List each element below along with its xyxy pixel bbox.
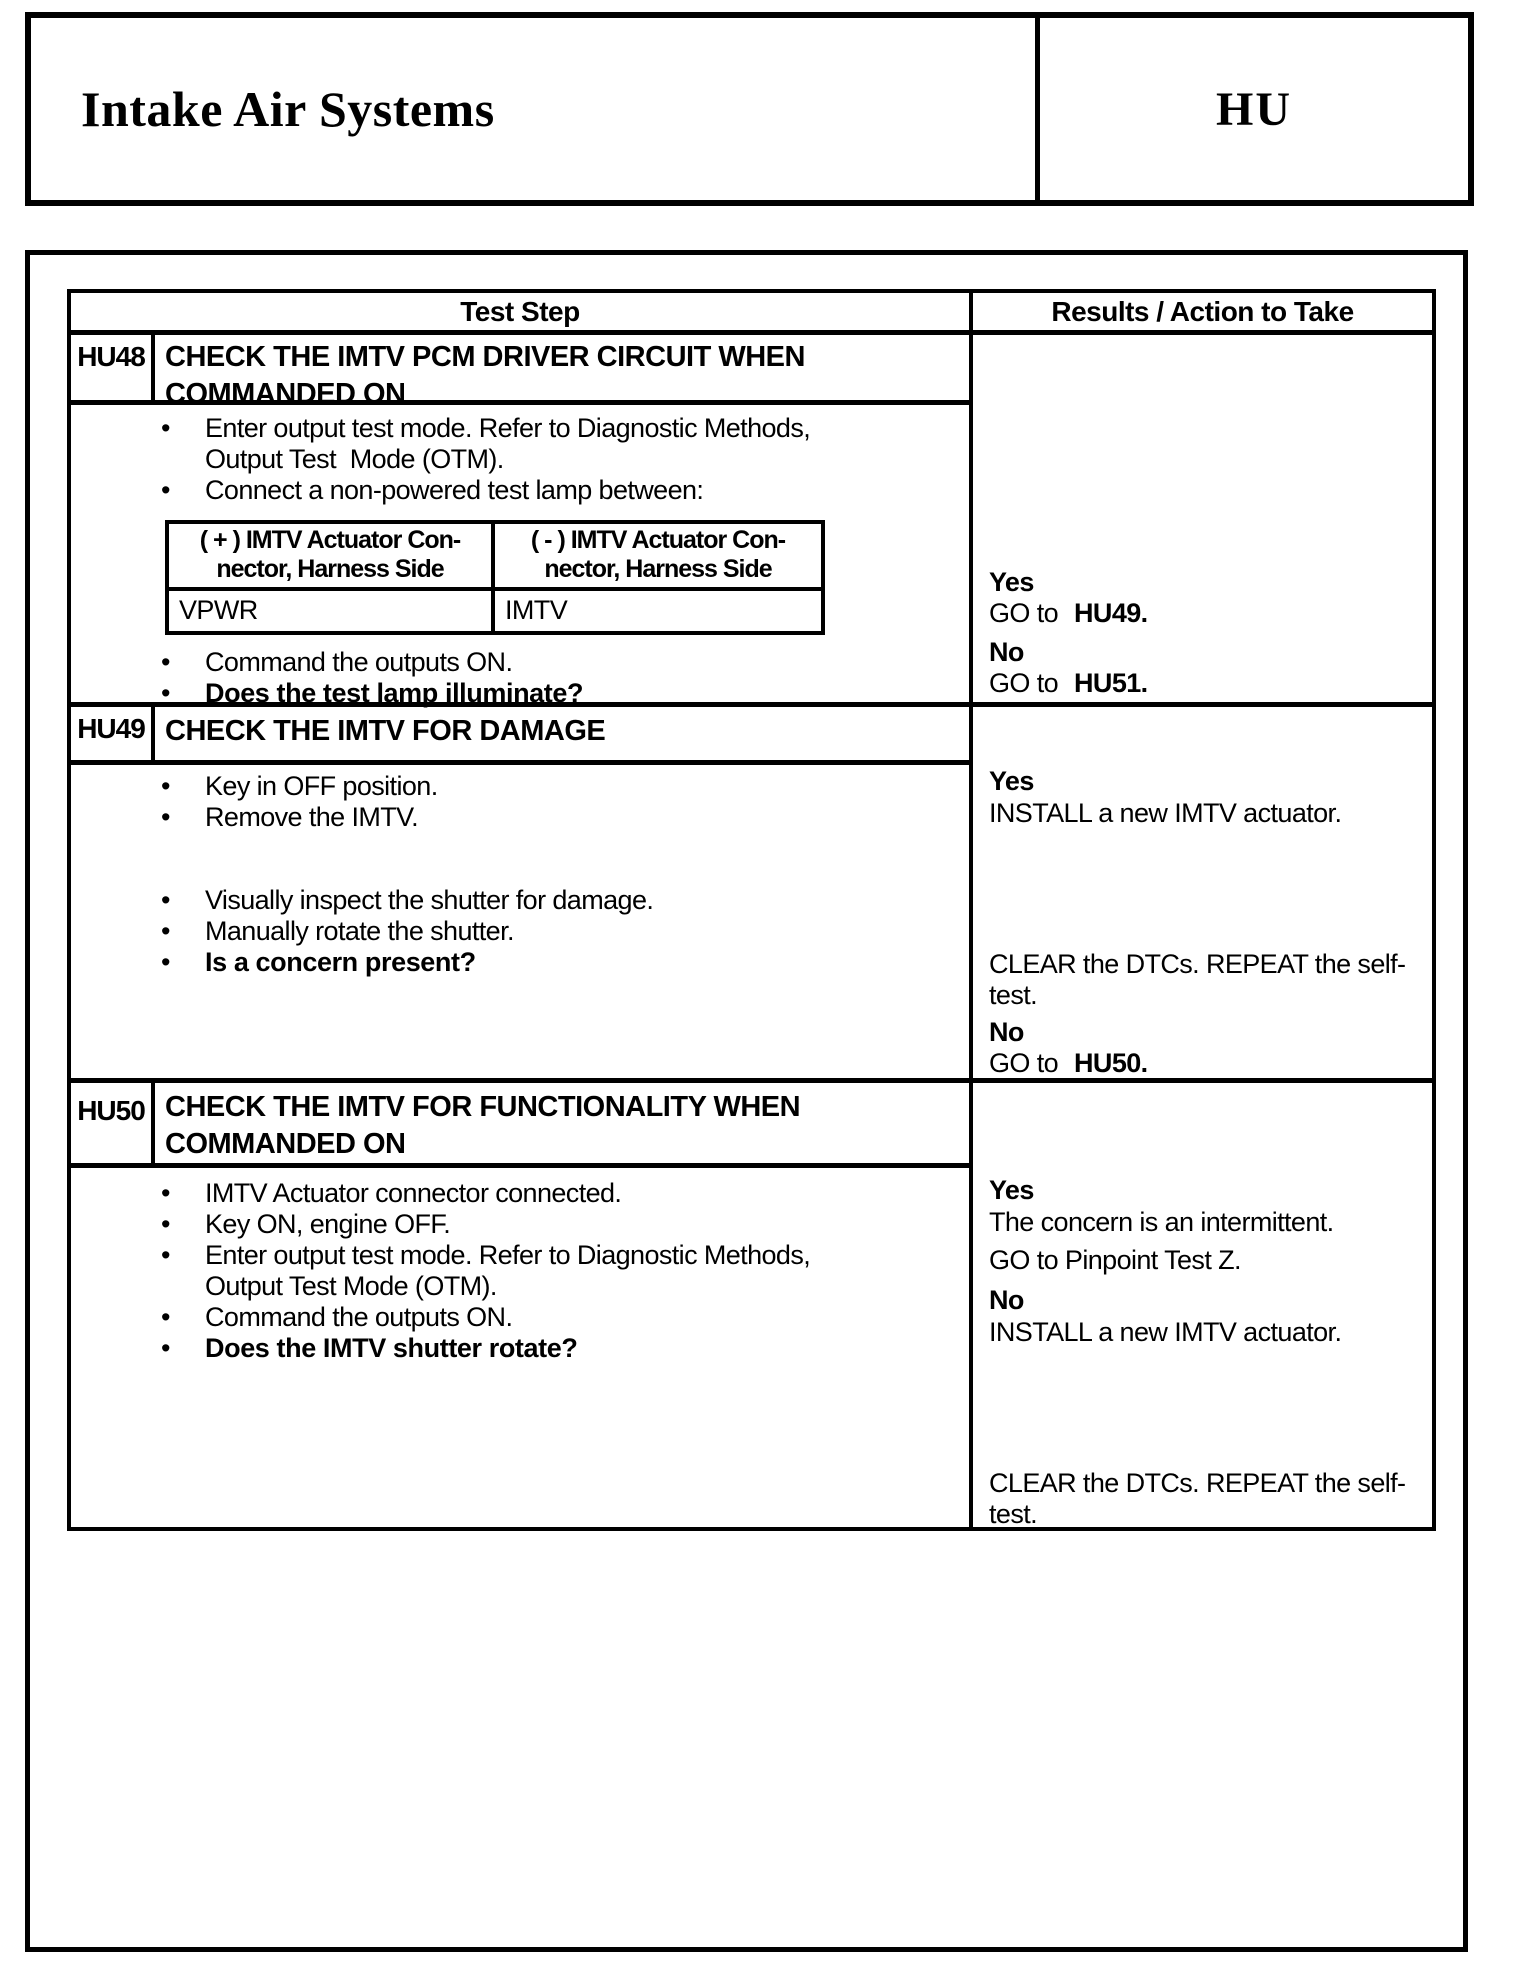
connector-col2-value: IMTV [505, 595, 568, 625]
hu49-step-title: CHECK THE IMTV FOR DAMAGE [165, 715, 606, 747]
bullet-icon: • [161, 413, 170, 443]
results-column-header: Results / Action to Take [1051, 296, 1354, 327]
connector-col1-value: VPWR [169, 591, 495, 631]
connector-table [165, 520, 825, 635]
header-row-divider [71, 330, 1432, 335]
bullet-icon: • [161, 1209, 170, 1239]
connector-table-values [169, 591, 821, 631]
connector-col1-header: ( + ) IMTV Actuator Con- nector, Harness Side [169, 524, 495, 587]
hu50-bullet-2: • Key ON, engine OFF. [161, 1209, 451, 1239]
hu50-step-body [71, 1168, 969, 1364]
hu49-number-divider [151, 707, 155, 760]
hu49-bullet-5: • Is a concern present? [161, 947, 476, 977]
hu48-no-label: No [989, 637, 1024, 667]
hu48-bullet-1: • Enter output test mode. Refer to Diagnostic Methods, [161, 413, 811, 443]
bullet-icon: • [161, 1178, 170, 1208]
hu48-step-title: CHECK THE IMTV PCM DRIVER CIRCUIT WHEN COMMANDED ON [165, 341, 805, 410]
hu48-bullet-3: • Command the outputs ON. [161, 647, 513, 677]
hu50-bullet-5: • Does the IMTV shutter rotate? [161, 1333, 578, 1363]
hu48-results [989, 405, 1429, 699]
hu48-bullet-4: • Does the test lamp illuminate? [161, 678, 584, 708]
hu50-no-label: No [989, 1285, 1024, 1315]
hu48-bullet-1-continued: Output Test Mode (OTM). [205, 444, 504, 474]
bullet-icon: • [161, 475, 170, 505]
hu50-yes-action-2: GO to Pinpoint Test Z. [989, 1245, 1241, 1275]
hu48-yes-action: GO to HU49. [989, 598, 1148, 628]
hu48-step-number: HU48 [77, 341, 145, 372]
page-header [25, 12, 1474, 206]
hu49-no-action: GO to HU50. [989, 1048, 1148, 1078]
bullet-icon: • [161, 947, 170, 977]
bullet-icon: • [161, 1333, 170, 1363]
bullet-icon: • [161, 1302, 170, 1332]
hu49-results [989, 765, 1429, 1079]
page-header-code-cell [1040, 18, 1468, 200]
hu50-no-action: INSTALL a new IMTV actuator. [989, 1317, 1342, 1347]
hu49-no-label: No [989, 1017, 1024, 1047]
hu48-bullet-2: • Connect a non-powered test lamp between: [161, 475, 704, 505]
hu49-bullet-3: • Visually inspect the shutter for damage. [161, 885, 654, 915]
hu48-yes-label: Yes [989, 567, 1034, 597]
hu50-results [989, 1168, 1429, 1530]
hu49-step-body [71, 765, 969, 978]
hu50-bullet-1: • IMTV Actuator connector connected. [161, 1178, 622, 1208]
section-code: HU [1216, 82, 1292, 136]
connector-table-header [169, 524, 821, 591]
hu50-bullet-4: • Command the outputs ON. [161, 1302, 513, 1332]
bullet-icon: • [161, 771, 170, 801]
hu50-yes-label: Yes [989, 1175, 1034, 1205]
hu48-no-action: GO to HU51. [989, 668, 1148, 698]
bullet-icon: • [161, 802, 170, 832]
hu50-bullet-3: • Enter output test mode. Refer to Diagnostic Methods, [161, 1240, 811, 1270]
hu49-clear-action: CLEAR the DTCs. REPEAT the self-test. [989, 949, 1406, 1010]
hu48-step-body [71, 405, 969, 709]
content-frame [25, 250, 1468, 1952]
hu50-step-number: HU50 [77, 1095, 145, 1126]
connector-col2-header: ( - ) IMTV Actuator Con- nector, Harness Side [530, 526, 786, 583]
hu49-bullet-4: • Manually rotate the shutter. [161, 916, 514, 946]
hu50-step-title: CHECK THE IMTV FOR FUNCTIONALITY WHEN COMMANDED ON [165, 1091, 801, 1160]
test-step-column-header: Test Step [460, 296, 580, 327]
column-divider [969, 293, 973, 1527]
bullet-icon: • [161, 1240, 170, 1270]
hu49-bullet-1: • Key in OFF position. [161, 771, 438, 801]
bullet-icon: • [161, 678, 170, 708]
pinpoint-test-table [67, 289, 1436, 1531]
page-title: Intake Air Systems [81, 81, 495, 137]
hu50-yes-action-1: The concern is an intermittent. [989, 1207, 1334, 1237]
hu50-bullet-3-continued: Output Test Mode (OTM). [205, 1271, 497, 1301]
hu49-step-number: HU49 [77, 713, 145, 744]
hu48-number-divider [151, 335, 155, 400]
hu49-yes-label: Yes [989, 766, 1034, 796]
hu49-yes-action: INSTALL a new IMTV actuator. [989, 798, 1342, 828]
bullet-icon: • [161, 647, 170, 677]
hu49-bullet-2: • Remove the IMTV. [161, 802, 418, 832]
bullet-icon: • [161, 916, 170, 946]
hu50-clear-action: CLEAR the DTCs. REPEAT the self-test. [989, 1468, 1406, 1529]
bullet-icon: • [161, 885, 170, 915]
page-header-title-cell [31, 18, 1040, 200]
hu50-number-divider [151, 1083, 155, 1163]
